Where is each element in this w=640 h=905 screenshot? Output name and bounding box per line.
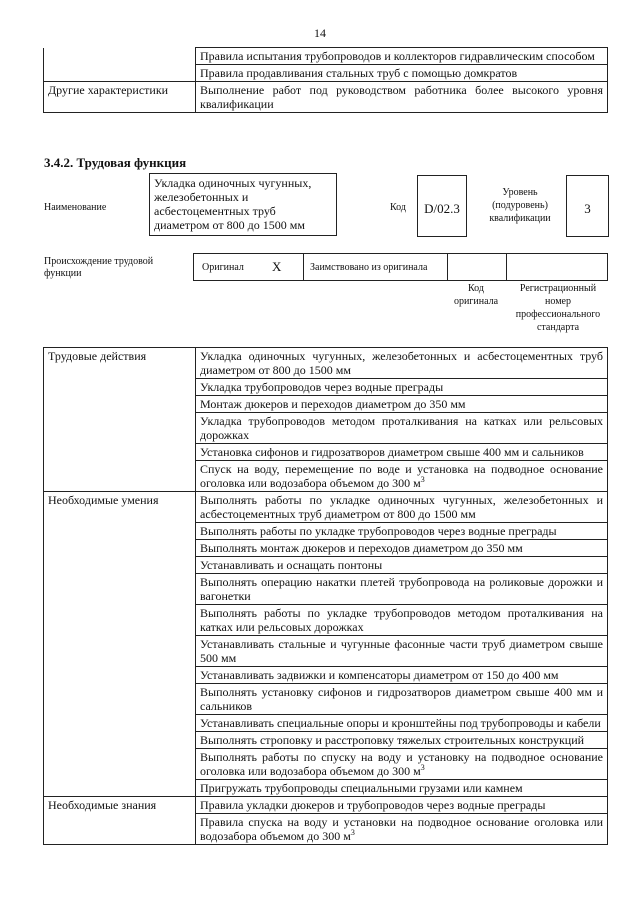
item-text-content: Правила укладки дюкеров и трубопроводов через водные преграды [200,798,546,812]
item-text-content: Выполнять работы по укладке трубопроводов методом проталкивания на катках или рельсовых дорожках [200,606,603,634]
item-text-content: Выполнять операцию накатки плетей трубопровода на роликовые дорожки и вагонетки [200,575,603,603]
name-label: Наименование [44,202,107,213]
item-text [196,444,608,461]
original-label: Оригинал [202,262,244,273]
registration-number-caption: Регистрационный номер профессионального стандарта [515,283,601,333]
section-heading: 3.4.2. Трудовая функция [44,155,187,170]
item-text-content: Устанавливать стальные и чугунные фасонные части труб диаметром свыше 500 мм [200,637,603,665]
item-text-content: Укладка одиночных чугунных, железобетонных и асбестоцементных труб диаметром от 800 до 1500 мм [200,349,603,377]
row-label [44,48,196,65]
item-text-content: Монтаж дюкеров и переходов диаметром до 350 мм [200,397,466,411]
item-text [196,461,608,492]
item-text-content: Выполнять строповку и расстроповку тяжелых строительных конструкций [200,733,585,747]
function-code-box: D/02.3 [417,175,467,237]
group-label: Необходимые знания [44,797,196,845]
item-text-content: Пригружать трубопроводы специальными грузами или камнем [200,781,523,795]
item-text-content: Выполнять работы по спуску на воду и установку на подводное основание оголовка или водозабора объемом до 300 м [200,750,603,778]
original-cell [193,253,303,281]
qualification-level-box: 3 [566,175,609,237]
unit-superscript: 3 [420,475,425,484]
item-text [196,636,608,667]
item-text-content: Устанавливать задвижки и компенсаторы диаметром от 150 до 400 мм [200,668,559,682]
item-text [196,492,608,523]
item-text-content: Выполнять установку сифонов и гидрозатворов диаметром свыше 400 мм и сальников [200,685,603,713]
item-text [196,732,608,749]
item-text [196,814,608,845]
item-text [196,413,608,444]
item-text [196,667,608,684]
labor-function-table [43,347,608,845]
table-row [44,82,608,113]
table-row [44,797,608,814]
original-mark: X [272,259,282,274]
item-text [196,780,608,797]
item-text-content: Укладка трубопроводов через водные преграды [200,380,444,394]
item-text [196,396,608,413]
table-row [44,348,608,379]
item-text [196,574,608,605]
item-text-content: Спуск на воду, перемещение по воде и установка на подводное основание оголовка или водозабора объемом до 300 м [200,462,603,490]
item-text-content: Установка сифонов и гидрозатворов диаметром свыше 400 мм и сальников [200,445,584,459]
table-row [44,48,608,65]
qualification-level-label: Уровень (подуровень) квалификации [489,187,551,224]
unit-superscript: 3 [420,763,425,772]
registration-number-cell [506,253,608,281]
item-text [196,797,608,814]
table-row [44,492,608,523]
origin-row [193,253,608,281]
item-text [196,557,608,574]
row-text: Выполнение работ под руководством работника более высокого уровня квалификации [196,82,608,113]
row-label [44,65,196,82]
code-label: Код [390,202,406,213]
row-label: Другие характеристики [44,82,196,113]
page-number: 14 [314,26,326,40]
item-text-content: Правила спуска на воду и установки на подводное основание оголовка или водозабора объемом до 300 м [200,815,603,843]
item-text [196,523,608,540]
item-text [196,684,608,715]
item-text-content: Укладка трубопроводов методом проталкивания на катках или рельсовых дорожках [200,414,603,442]
item-text-content: Устанавливать и оснащать понтоны [200,558,383,572]
previous-function-table [43,47,608,113]
item-text-content: Выполнять монтаж дюкеров и переходов диаметром до 350 мм [200,541,523,555]
item-text [196,605,608,636]
function-name-box: Укладка одиночных чугунных, железобетонных и асбестоцементных труб диаметром от 800 до 1500 мм [149,173,337,236]
item-text [196,749,608,780]
borrowed-label: Заимствовано из оригинала [310,262,428,273]
original-code-cell [447,253,506,281]
table-row [44,65,608,82]
original-code-caption: Код оригинала [453,283,499,307]
item-text [196,715,608,732]
item-text-content: Выполнять работы по укладке трубопроводов через водные преграды [200,524,557,538]
row-text: Правила продавливания стальных труб с помощью домкратов [196,65,608,82]
item-text [196,348,608,379]
group-label: Трудовые действия [44,348,196,492]
item-text-content: Устанавливать специальные опоры и кронштейны под трубопроводы и кабели [200,716,601,730]
item-text [196,540,608,557]
item-text-content: Выполнять работы по укладке одиночных чугунных, железобетонных и асбестоцементных труб диаметром от 800 до 1500 мм [200,493,603,521]
origin-label: Происхождение трудовой функции [44,256,154,279]
borrowed-cell [303,253,447,281]
item-text [196,379,608,396]
unit-superscript: 3 [350,828,355,837]
group-label: Необходимые умения [44,492,196,797]
row-text: Правила испытания трубопроводов и коллекторов гидравлическим способом [196,48,608,65]
